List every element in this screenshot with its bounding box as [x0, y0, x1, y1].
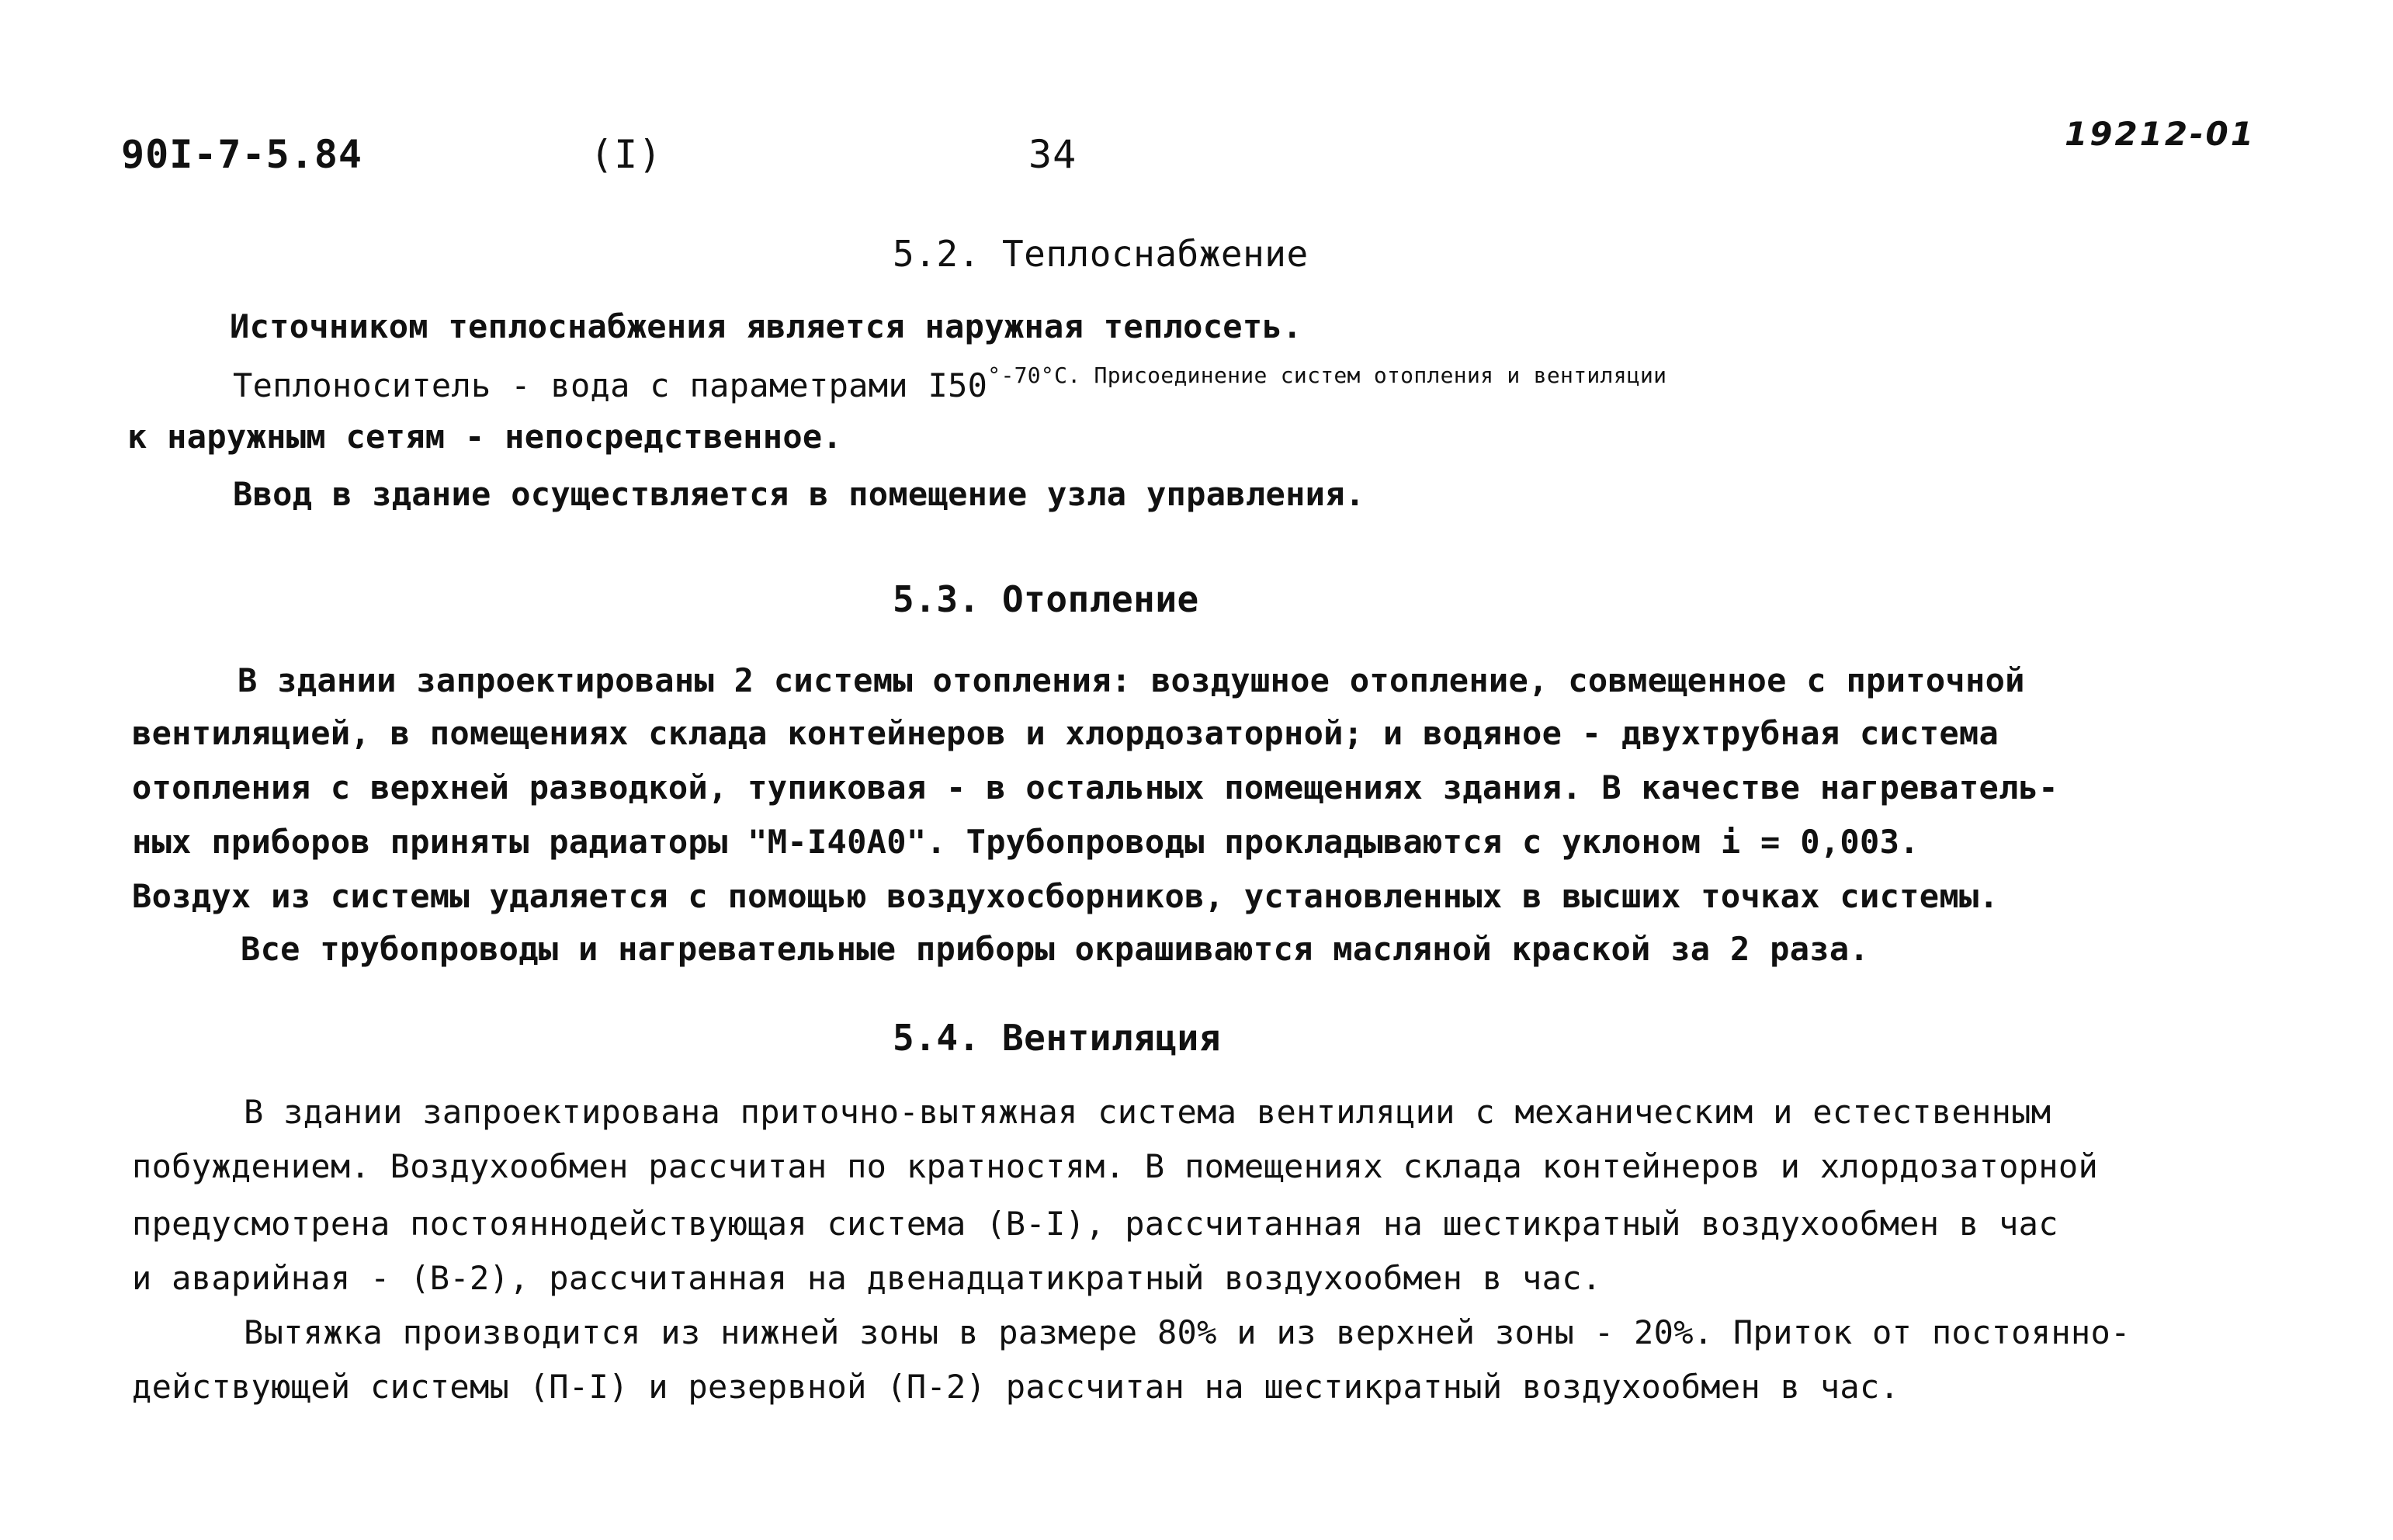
section-number: (I): [590, 132, 663, 177]
paragraph-line: действующей системы (П-I) и резервной (П-2) рассчитан на шестикратный воздухообмен в час.: [132, 1368, 1900, 1406]
paragraph-line: Все трубопроводы и нагревательные приборы окрашиваются масляной краской за 2 раза.: [241, 930, 1870, 968]
paragraph-line-part: Теплоноситель - вода с параметрами I50: [233, 366, 988, 404]
section-heading-5-4: 5.4. Вентиляция: [893, 1017, 1221, 1059]
paragraph-line: Воздух из системы удаляется с помощью воздухосборников, установленных в высших точках системы.: [132, 877, 1999, 915]
section-heading-5-3: 5.3. Отопление: [893, 578, 1199, 620]
paragraph-line: предусмотрена постояннодействующая система (В-I), рассчитанная на шестикратный воздухообмен в час: [132, 1205, 2058, 1243]
paragraph-line: и аварийная - (В-2), рассчитанная на двенадцатикратный воздухообмен в час.: [132, 1259, 1602, 1297]
paragraph-line: вентиляцией, в помещениях склада контейнеров и хлордозаторной; и водяное - двухтрубная система: [132, 714, 1999, 752]
paragraph-line: отопления с верхней разводкой, тупиковая - в остальных помещениях здания. В качестве нагреватель-: [132, 768, 2058, 806]
paragraph-line: [233, 362, 1667, 404]
paragraph-line: В здании запроектированы 2 системы отопления: воздушное отопление, совмещенное с приточной: [238, 661, 2025, 699]
paragraph-line: Вытяжка производится из нижней зоны в размере 80% и из верхней зоны - 20%. Приток от постоянно-: [244, 1313, 2131, 1351]
paragraph-line-part: °С. Присоединение систем отопления и вентиляции: [1040, 362, 1667, 388]
paragraph-line: Ввод в здание осуществляется в помещение узла управления.: [233, 475, 1365, 513]
paragraph-line: В здании запроектирована приточно-вытяжная система вентиляции с механическим и естественным: [244, 1093, 2051, 1131]
paragraph-line-part: °-70: [987, 362, 1041, 388]
paragraph-line: Источником теплоснабжения является наружная теплосеть.: [230, 307, 1302, 345]
document-code: 90I-7-5.84: [121, 132, 363, 177]
section-heading-5-2: 5.2. Теплоснабжение: [893, 233, 1309, 275]
paragraph-line: ных приборов приняты радиаторы "М-I40А0". Трубопроводы прокладываются с уклоном i = 0,003.: [132, 823, 1920, 861]
paragraph-line: побуждением. Воздухообмен рассчитан по кратностям. В помещениях склада контейнеров и хлордозаторной: [132, 1147, 2099, 1185]
handwritten-stamp: 19212-01: [2065, 115, 2256, 153]
page-number: 34: [1028, 132, 1077, 177]
paragraph-line: к наружным сетям - непосредственное.: [127, 418, 843, 456]
